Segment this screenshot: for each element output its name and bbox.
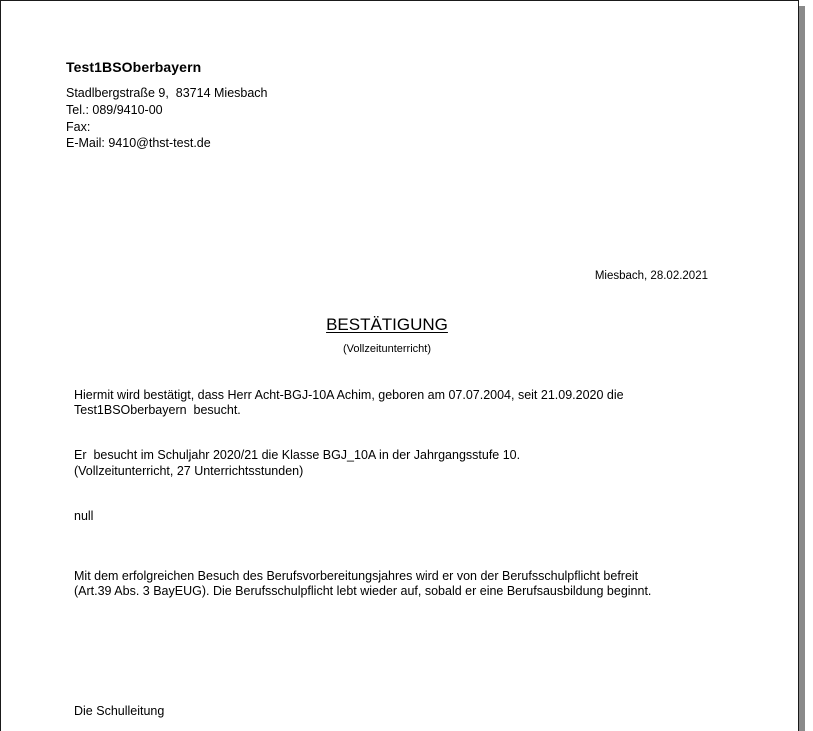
signature-line: Die Schulleitung xyxy=(74,704,165,718)
sender-name: Test1BSOberbayern xyxy=(66,59,202,75)
document-title: BESTÄTIGUNG xyxy=(326,315,448,334)
paragraph-3: null xyxy=(74,509,94,523)
paragraph-2-line-2: (Vollzeitunterricht, 27 Unterrichtsstunden) xyxy=(74,464,304,478)
paragraph-4-line-1: Mit dem erfolgreichen Besuch des Berufsvorbereitungsjahres wird er von der Berufsschulpflicht befreit xyxy=(74,569,639,583)
sender-address: Stadlbergstraße 9, 83714 Miesbach xyxy=(66,86,268,100)
sender-fax: Fax: xyxy=(66,120,91,134)
date-line: Miesbach, 28.02.2021 xyxy=(594,270,708,282)
paragraph-1-line-2: Test1BSOberbayern besucht. xyxy=(74,403,241,417)
sender-phone: Tel.: 089/9410-00 xyxy=(66,103,163,117)
paragraph-2-line-1: Er besucht im Schuljahr 2020/21 die Klasse BGJ_10A in der Jahrgangsstufe 10. xyxy=(74,448,521,462)
paragraph-4-line-2: (Art.39 Abs. 3 BayEUG). Die Berufsschulpflicht lebt wieder auf, sobald er eine Berufsausbildung beginnt. xyxy=(74,584,652,598)
paragraph-1-line-1: Hiermit wird bestätigt, dass Herr Acht-BGJ-10A Achim, geboren am 07.07.2004, seit 21.09.2020 die xyxy=(74,388,624,402)
document-subtitle: (Vollzeitunterricht) xyxy=(342,343,432,355)
sender-email: E-Mail: 9410@thst-test.de xyxy=(66,136,211,150)
